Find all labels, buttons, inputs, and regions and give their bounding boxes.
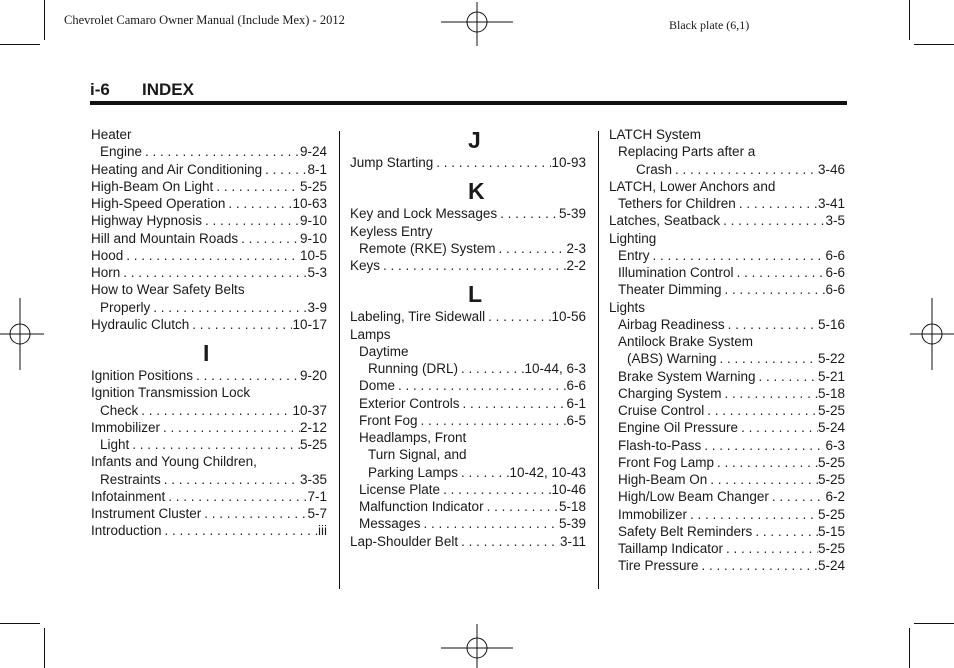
index-entry bbox=[609, 212, 845, 229]
index-entry bbox=[609, 506, 845, 523]
index-entry bbox=[350, 326, 586, 343]
entry-page-ref: 10-46 bbox=[551, 481, 586, 497]
index-entry bbox=[609, 316, 845, 333]
dot-leader bbox=[752, 523, 818, 540]
dot-leader bbox=[717, 350, 818, 367]
entry-text: LATCH System bbox=[609, 127, 702, 142]
crop-mark bbox=[909, 0, 910, 40]
index-entry bbox=[350, 223, 586, 240]
dot-leader bbox=[496, 240, 567, 257]
index-column-2 bbox=[350, 120, 586, 550]
entry-text: High-Speed Operation bbox=[91, 196, 226, 211]
index-entry bbox=[350, 343, 586, 360]
crop-mark bbox=[914, 623, 954, 624]
index-entry bbox=[609, 350, 845, 367]
index-entry bbox=[91, 522, 327, 539]
index-entry bbox=[609, 161, 845, 178]
entry-page-ref: 9-20 bbox=[299, 368, 327, 383]
entry-text: Headlamps, Front bbox=[359, 430, 467, 445]
dot-leader bbox=[262, 161, 307, 178]
entry-page-ref: 5-18 bbox=[558, 499, 586, 514]
entry-page-ref: 10-56 bbox=[551, 309, 586, 325]
dot-leader bbox=[418, 412, 567, 429]
index-entry bbox=[91, 281, 327, 298]
index-entry bbox=[609, 264, 845, 281]
entry-text: Engine Oil Pressure bbox=[618, 420, 739, 436]
entry-page-ref: 5-25 bbox=[817, 454, 845, 470]
dot-leader bbox=[440, 481, 551, 498]
index-entry bbox=[350, 429, 586, 446]
entry-page-ref: 5-22 bbox=[817, 351, 845, 367]
dot-leader bbox=[123, 247, 300, 264]
index-entry bbox=[91, 402, 327, 419]
dot-leader bbox=[380, 257, 566, 274]
entry-page-ref: 9-10 bbox=[299, 213, 327, 229]
index-entry bbox=[91, 178, 327, 195]
entry-page-ref: 5-24 bbox=[817, 558, 845, 574]
entry-page-ref: 3-5 bbox=[825, 213, 845, 229]
entry-page-ref: 6-6 bbox=[566, 378, 586, 394]
entry-page-ref: 5-39 bbox=[558, 516, 586, 532]
index-entry bbox=[609, 454, 845, 471]
index-entry bbox=[609, 178, 845, 195]
entry-page-ref: 9-10 bbox=[299, 230, 327, 246]
index-entry bbox=[350, 395, 586, 412]
section-heading bbox=[90, 80, 194, 100]
dot-leader bbox=[725, 316, 818, 333]
heading-rule bbox=[90, 101, 847, 105]
index-entry bbox=[91, 488, 327, 505]
dot-leader bbox=[189, 316, 292, 333]
entry-text: Labeling, Tire Sidewall bbox=[350, 309, 486, 325]
entry-text: Hydraulic Clutch bbox=[91, 316, 190, 332]
index-entry bbox=[91, 126, 327, 143]
entry-page-ref: 7-1 bbox=[307, 488, 327, 504]
entry-page-ref: 3-11 bbox=[559, 533, 586, 549]
entry-text: Lights bbox=[609, 299, 646, 315]
entry-text: Dome bbox=[359, 378, 396, 394]
dot-leader bbox=[736, 195, 818, 212]
dot-leader bbox=[704, 402, 818, 419]
column-divider bbox=[598, 131, 599, 589]
entry-page-ref: 5-25 bbox=[299, 437, 327, 452]
entry-page-ref: 5-25 bbox=[817, 472, 845, 487]
dot-leader bbox=[738, 419, 818, 436]
entry-text: Malfunction Indicator bbox=[359, 499, 484, 514]
dot-leader bbox=[238, 230, 300, 247]
index-entry bbox=[609, 488, 845, 505]
entry-text: Engine bbox=[100, 144, 143, 160]
dot-leader bbox=[722, 385, 818, 402]
dot-leader bbox=[756, 368, 818, 385]
entry-page-ref: 5-15 bbox=[817, 523, 845, 539]
entry-text: Cruise Control bbox=[618, 403, 705, 418]
index-entry bbox=[91, 367, 327, 384]
entry-text: LATCH, Lower Anchors and bbox=[609, 178, 776, 194]
entry-text: Heating and Air Conditioning bbox=[91, 161, 263, 177]
dot-leader bbox=[650, 247, 826, 264]
plate-label: Black plate (6,1) bbox=[669, 18, 750, 32]
entry-text: How to Wear Safety Belts bbox=[91, 282, 245, 298]
entry-page-ref: 2-2 bbox=[566, 258, 586, 273]
index-entry bbox=[350, 205, 586, 222]
index-entry bbox=[91, 143, 327, 160]
entry-page-ref: 8-1 bbox=[307, 161, 327, 177]
index-entry bbox=[609, 230, 845, 247]
entry-text: Replacing Parts after a bbox=[618, 144, 756, 160]
entry-text: Keys bbox=[350, 258, 381, 273]
dot-leader bbox=[458, 464, 509, 481]
dot-leader bbox=[160, 419, 300, 436]
entry-text: Exterior Controls bbox=[359, 395, 460, 411]
registration-mark-icon bbox=[441, 624, 513, 668]
dot-leader bbox=[213, 178, 300, 195]
column-divider bbox=[339, 131, 340, 589]
entry-text: Antilock Brake System bbox=[618, 334, 754, 349]
entry-text: Ignition Transmission Lock bbox=[91, 385, 251, 401]
entry-page-ref: 3-41 bbox=[817, 196, 845, 211]
index-entry bbox=[91, 161, 327, 178]
entry-text: Immobilizer bbox=[91, 419, 161, 435]
entry-page-ref: 10-17 bbox=[292, 316, 327, 332]
entry-text: Parking Lamps bbox=[368, 464, 459, 480]
dot-leader bbox=[142, 143, 300, 160]
index-entry bbox=[609, 540, 845, 557]
entry-page-ref: 2-3 bbox=[566, 240, 586, 256]
entry-page-ref: 3-9 bbox=[307, 299, 327, 315]
entry-page-ref: 10-5 bbox=[299, 247, 327, 263]
entry-page-ref: 6-2 bbox=[825, 489, 845, 505]
dot-leader bbox=[225, 195, 292, 212]
dot-leader bbox=[485, 308, 551, 325]
entry-text: Immobilizer bbox=[618, 506, 688, 522]
dot-leader bbox=[161, 471, 300, 488]
entry-text: License Plate bbox=[359, 481, 441, 497]
index-entry bbox=[609, 126, 845, 143]
entry-page-ref: 10-44, 6-3 bbox=[524, 361, 586, 376]
index-entry bbox=[609, 195, 845, 212]
crop-mark bbox=[44, 0, 45, 40]
index-entry bbox=[350, 533, 586, 550]
index-entry bbox=[609, 281, 845, 298]
entry-page-ref: 6-6 bbox=[825, 282, 845, 298]
index-entry bbox=[91, 316, 327, 333]
dot-leader bbox=[722, 281, 826, 298]
crop-mark bbox=[909, 628, 910, 668]
entry-text: Tethers for Children bbox=[618, 196, 736, 211]
dot-leader bbox=[484, 498, 559, 515]
page-number: i-6 bbox=[90, 80, 110, 99]
entry-text: Brake System Warning bbox=[618, 368, 756, 384]
entry-page-ref: 9-24 bbox=[299, 144, 327, 160]
entry-page-ref: 5-25 bbox=[817, 541, 845, 556]
entry-text: Lap-Shoulder Belt bbox=[350, 533, 459, 549]
dot-leader bbox=[395, 377, 566, 394]
document-title: Chevrolet Camaro Owner Manual (Include Mex) - 2012 bbox=[64, 13, 345, 27]
dot-leader bbox=[433, 154, 551, 171]
index-entry bbox=[350, 257, 586, 274]
entry-text: Hill and Mountain Roads bbox=[91, 230, 239, 246]
entry-page-ref: 5-25 bbox=[817, 403, 845, 418]
entry-page-ref: 3-35 bbox=[299, 471, 327, 487]
crop-mark bbox=[914, 44, 954, 45]
entry-text: High/Low Beam Changer bbox=[618, 489, 769, 505]
dot-leader bbox=[720, 212, 825, 229]
index-entry bbox=[609, 402, 845, 419]
index-entry bbox=[609, 557, 845, 574]
index-entry bbox=[350, 308, 586, 325]
entry-page-ref: 2-12 bbox=[299, 419, 327, 435]
entry-page-ref: 5-18 bbox=[817, 385, 845, 401]
entry-text: Taillamp Indicator bbox=[618, 541, 724, 556]
entry-text: Key and Lock Messages bbox=[350, 206, 498, 222]
index-entry bbox=[91, 436, 327, 453]
entry-text: Properly bbox=[100, 299, 151, 315]
index-entry bbox=[91, 247, 327, 264]
index-entry bbox=[609, 523, 845, 540]
entry-page-ref: 10-93 bbox=[551, 155, 586, 170]
entry-text: High-Beam On Light bbox=[91, 178, 214, 194]
entry-page-ref: 5-39 bbox=[558, 206, 586, 222]
entry-page-ref: 5-16 bbox=[817, 316, 845, 332]
index-entry bbox=[91, 505, 327, 522]
index-entry bbox=[91, 384, 327, 401]
dot-leader bbox=[202, 212, 300, 229]
dot-leader bbox=[687, 506, 818, 523]
dot-leader bbox=[120, 264, 307, 281]
dot-leader bbox=[162, 522, 318, 539]
dot-leader bbox=[129, 436, 300, 453]
index-entry bbox=[350, 240, 586, 257]
dot-leader bbox=[201, 505, 307, 522]
index-letter-heading: I bbox=[203, 340, 210, 366]
index-entry bbox=[350, 360, 586, 377]
dot-leader bbox=[497, 205, 559, 222]
entry-text: Entry bbox=[618, 247, 650, 263]
dot-leader bbox=[458, 533, 560, 550]
entry-text: Ignition Positions bbox=[91, 368, 194, 383]
entry-text: Running (DRL) bbox=[368, 361, 459, 376]
entry-text: Heater bbox=[91, 127, 132, 142]
entry-text: Safety Belt Reminders bbox=[618, 523, 753, 539]
registration-mark-icon bbox=[910, 298, 954, 370]
entry-text: Infotainment bbox=[91, 488, 166, 504]
entry-text: Highway Hypnosis bbox=[91, 213, 203, 229]
index-entry bbox=[91, 453, 327, 470]
entry-text: Horn bbox=[91, 265, 121, 280]
index-entry bbox=[91, 419, 327, 436]
entry-page-ref: iii bbox=[318, 523, 327, 539]
entry-text: Infants and Young Children, bbox=[91, 454, 257, 470]
registration-mark-icon bbox=[0, 298, 44, 370]
entry-page-ref: 5-25 bbox=[299, 178, 327, 194]
entry-page-ref: 6-6 bbox=[825, 247, 845, 263]
entry-text: Light bbox=[100, 437, 130, 452]
entry-text: Charging System bbox=[618, 385, 722, 401]
index-entry bbox=[91, 230, 327, 247]
index-entry bbox=[350, 154, 586, 171]
section-title: INDEX bbox=[142, 80, 194, 99]
entry-text: Illumination Control bbox=[618, 265, 734, 280]
entry-text: Front Fog bbox=[359, 412, 418, 428]
entry-text: High-Beam On bbox=[618, 472, 708, 487]
index-entry bbox=[350, 498, 586, 515]
crop-mark bbox=[44, 628, 45, 668]
dot-leader bbox=[672, 161, 818, 178]
entry-page-ref: 5-3 bbox=[307, 265, 327, 280]
entry-page-ref: 6-5 bbox=[566, 412, 586, 428]
dot-leader bbox=[734, 264, 826, 281]
entry-text: Remote (RKE) System bbox=[359, 240, 496, 256]
entry-text: Introduction bbox=[91, 523, 162, 539]
entry-text: Latches, Seatback bbox=[609, 213, 721, 229]
index-letter-heading: L bbox=[468, 281, 483, 308]
entry-text: Keyless Entry bbox=[350, 223, 433, 239]
index-entry bbox=[91, 212, 327, 229]
index-entry bbox=[609, 333, 845, 350]
dot-leader bbox=[707, 471, 818, 488]
index-column-3 bbox=[609, 126, 845, 575]
entry-text: Instrument Cluster bbox=[91, 506, 202, 521]
index-entry bbox=[91, 471, 327, 488]
dot-leader bbox=[150, 299, 307, 316]
dot-leader bbox=[769, 488, 826, 505]
index-letter-heading: K bbox=[468, 178, 485, 205]
index-entry bbox=[609, 299, 845, 316]
index-entry bbox=[609, 247, 845, 264]
index-entry bbox=[91, 195, 327, 212]
index-entry bbox=[609, 368, 845, 385]
dot-leader bbox=[699, 557, 818, 574]
entry-text: Turn Signal, and bbox=[368, 447, 467, 463]
index-entry bbox=[350, 515, 586, 532]
index-entry bbox=[350, 464, 586, 481]
entry-text: Jump Starting bbox=[350, 155, 434, 170]
entry-text: Restraints bbox=[100, 471, 161, 487]
crop-mark bbox=[0, 44, 40, 45]
dot-leader bbox=[701, 437, 825, 454]
entry-page-ref: 6-1 bbox=[566, 395, 586, 411]
index-entry bbox=[350, 446, 586, 463]
index-entry bbox=[609, 143, 845, 160]
entry-page-ref: 5-25 bbox=[817, 506, 845, 522]
entry-text: Crash bbox=[636, 161, 673, 177]
entry-text: Messages bbox=[359, 516, 421, 532]
index-entry bbox=[609, 385, 845, 402]
index-column-1 bbox=[91, 126, 327, 540]
registration-mark-icon bbox=[441, 2, 513, 46]
index-entry bbox=[350, 377, 586, 394]
entry-text: Airbag Readiness bbox=[618, 316, 725, 332]
index-entry bbox=[609, 437, 845, 454]
entry-page-ref: 10-37 bbox=[292, 402, 327, 418]
dot-leader bbox=[421, 515, 559, 532]
dot-leader bbox=[138, 402, 292, 419]
index-entry bbox=[350, 481, 586, 498]
entry-text: Check bbox=[100, 402, 139, 418]
dot-leader bbox=[165, 488, 307, 505]
entry-text: Front Fog Lamp bbox=[618, 454, 715, 470]
entry-text: Theater Dimming bbox=[618, 282, 722, 298]
entry-page-ref: 10-42, 10-43 bbox=[509, 464, 586, 480]
entry-page-ref: 5-21 bbox=[817, 368, 845, 384]
dot-leader bbox=[714, 454, 818, 471]
entry-page-ref: 3-46 bbox=[817, 161, 845, 177]
entry-page-ref: 5-24 bbox=[817, 420, 845, 436]
dot-leader bbox=[458, 360, 524, 377]
entry-text: Flash-to-Pass bbox=[618, 437, 702, 453]
entry-page-ref: 10-63 bbox=[292, 196, 327, 211]
entry-page-ref: 6-3 bbox=[825, 437, 845, 453]
entry-page-ref: 6-6 bbox=[825, 265, 845, 280]
entry-text: Hood bbox=[91, 247, 124, 263]
index-entry bbox=[91, 299, 327, 316]
dot-leader bbox=[723, 540, 818, 557]
index-entry bbox=[350, 412, 586, 429]
entry-text: Lamps bbox=[350, 326, 391, 342]
dot-leader bbox=[193, 367, 300, 384]
crop-mark bbox=[0, 623, 40, 624]
entry-page-ref: 5-7 bbox=[307, 506, 327, 521]
entry-text: Daytime bbox=[359, 343, 409, 359]
index-letter-heading: J bbox=[468, 127, 481, 153]
entry-text: Tire Pressure bbox=[618, 558, 699, 574]
index-entry bbox=[609, 419, 845, 436]
entry-text: (ABS) Warning bbox=[627, 351, 717, 367]
index-entry bbox=[609, 471, 845, 488]
index-entry bbox=[91, 264, 327, 281]
dot-leader bbox=[460, 395, 567, 412]
entry-text: Lighting bbox=[609, 230, 657, 246]
